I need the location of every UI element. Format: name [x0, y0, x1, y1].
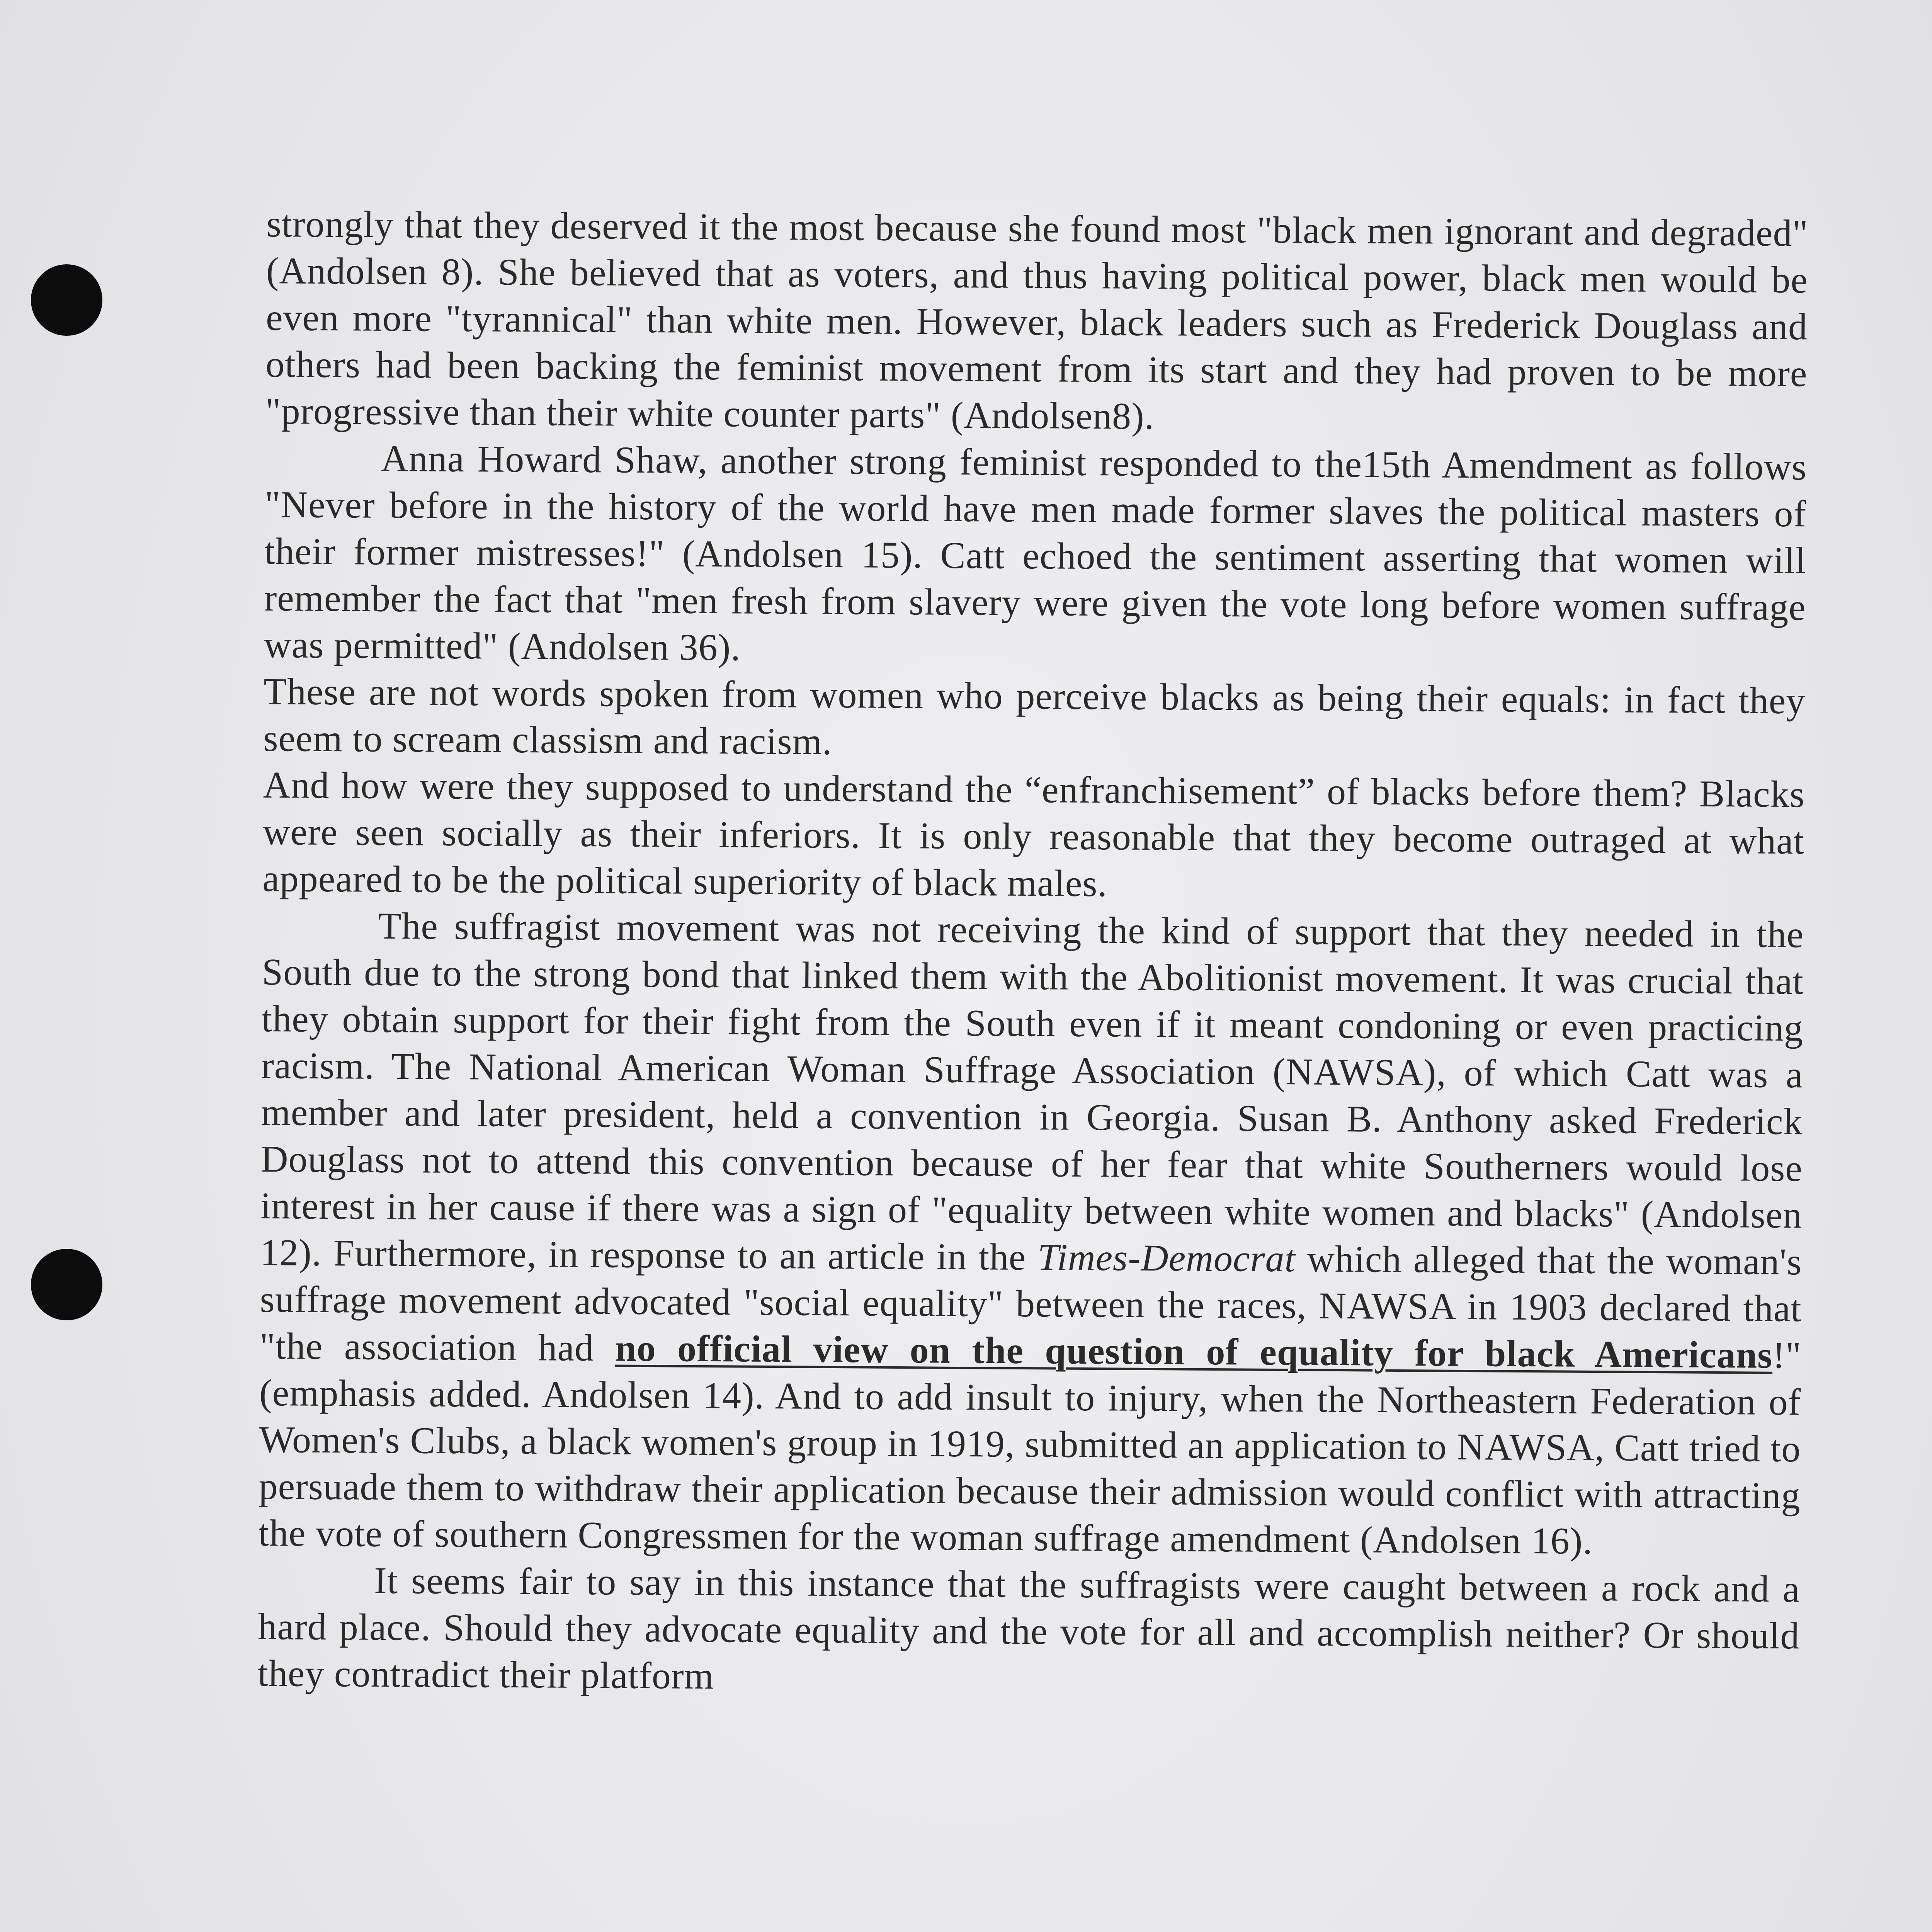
paragraph-rock-hard-place: It seems fair to say in this instance that the suffragists were caught between a rock and a hard place. Should they advocate equality and the vote for all and accomplish neither? Or should they contradict their platform: [257, 1560, 1800, 1697]
paragraph-shaw: Anna Howard Shaw, another strong feminist responded to the15th Amendment as follows "Never before in the history of the world have men made former slaves the political masters of their former mistresses!" (Andolsen 15). Catt echoed the sentiment asserting that women will remember the fact that "men fresh from slavery were given the vote long before women suffrage was permitted" (Andolsen 36).: [264, 437, 1807, 669]
nawsa-text-part-1: The suffragist movement was not receiving the kind of support that they needed in the South due to the strong bond that linked them with the Abolitionist movement. It was crucial that they obtain support for their fight from the South even if it meant condoning or even practicing racism. The National American Woman Suffrage Association (NAWSA), of which Catt was a member and later president, held a convention in Georgia. Susan B. Anthony asked Frederick Douglass not to attend this convention because of her fear that white Southerners would lose interest in her cause if there was a sign of "equality between white women and blacks" (Andolsen 12). Furthermore, in response to an article in the: [260, 905, 1804, 1279]
paragraph-enfranchisement: And how were they supposed to understand the “enfranchisement” of blacks before them? Blacks were seen socially as their inferiors. It is only reasonable that they become outraged at what appeared to be the political superiority of black males.: [262, 764, 1805, 905]
newspaper-title: Times-Democrat: [1037, 1236, 1296, 1280]
paragraph-continuation: strongly that they deserved it the most because she found most "black men ignorant and degraded" (Andolsen 8). She believed that as voters, and thus having political power, black men would be even more "tyrannical" than white men. However, black leaders such as Frederick Douglass and others had been backing the feminist movement from its start and they had proven to be more "progressive than their white counter parts" (Andolsen8).: [265, 203, 1808, 438]
binder-hole-top: [31, 264, 102, 336]
body-text: [257, 201, 1808, 1706]
nawsa-text-part-2: which alleged that the woman's suffrage movement advocated "social equality" between the races, NAWSA in 1903 declared that "the association had: [259, 1238, 1802, 1369]
paragraph-nawsa: [259, 902, 1804, 1566]
emphasized-quote: no official view on the question of equality for black Americans: [615, 1327, 1773, 1376]
nawsa-text-part-3: !" (emphasis added. Andolsen 14). And to add insult to injury, when the Northeastern Federation of Women's Clubs, a black women's group in 1919, submitted an application to NAWSA, Catt tried to persuade them to withdraw their application because their admission would conflict with attracting the vote of southern Congressmen for the woman suffrage amendment (Andolsen 16).: [258, 1334, 1802, 1563]
paragraph-racism: These are not words spoken from women who perceive blacks as being their equals: in fact they seem to scream classism and racism.: [263, 670, 1806, 763]
binder-hole-middle: [31, 1249, 102, 1320]
